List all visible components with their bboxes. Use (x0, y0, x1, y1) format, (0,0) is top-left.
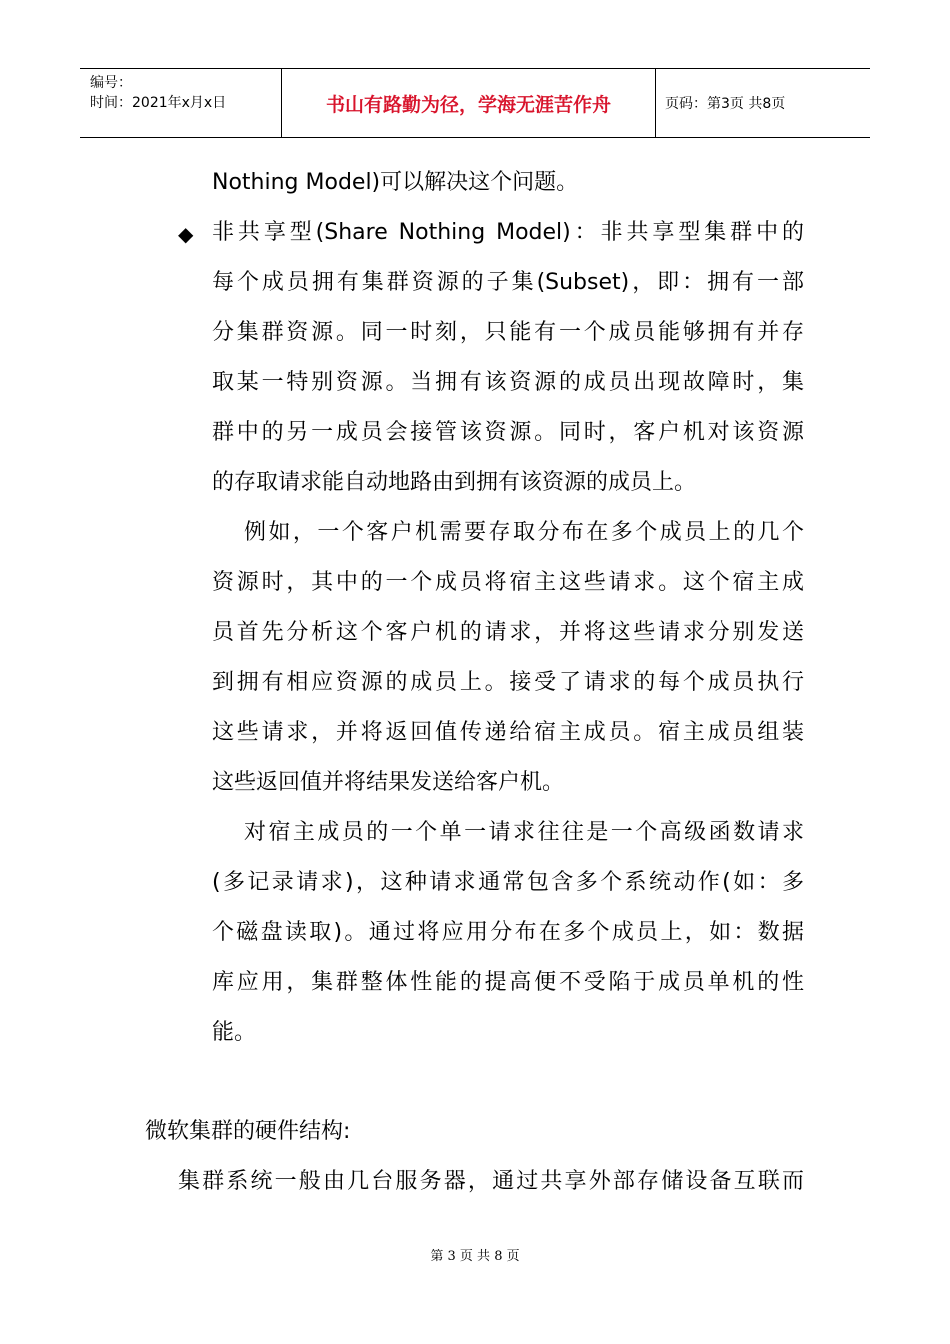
document-time-label: 时间：2021年x月x日 (90, 95, 227, 111)
body-line: 群中的另一成员会接管该资源。同时，客户机对该资源 (212, 420, 804, 445)
body-line: 库应用，集群整体性能的提高便不受陷于成员单机的性 (212, 970, 804, 995)
body-line: 的存取请求能自动地路由到拥有该资源的成员上。 (212, 470, 697, 495)
body-line: 分集群资源。同一时刻，只能有一个成员能够拥有并存 (212, 320, 804, 345)
section-heading: 微软集群的硬件结构: (145, 1119, 351, 1144)
body-line: 例如，一个客户机需要存取分布在多个成员上的几个 (244, 520, 804, 545)
diamond-bullet-icon: ◆ (178, 222, 194, 246)
body-line: 到拥有相应资源的成员上。接受了请求的每个成员执行 (212, 670, 804, 695)
body-line: Nothing Model)可以解决这个问题。 (212, 170, 579, 195)
body-line: 这些返回值并将结果发送给客户机。 (212, 770, 565, 795)
body-line: 个磁盘读取)。通过将应用分布在多个成员上，如：数据 (212, 920, 804, 945)
body-line: (多记录请求)，这种请求通常包含多个系统动作(如：多 (212, 870, 804, 895)
body-line: 对宿主成员的一个单一请求往往是一个高级函数请求 (244, 820, 804, 845)
page-header (80, 68, 870, 138)
header-meta-cell (80, 69, 282, 137)
header-motto: 书山有路勤为径，学海无涯苦作舟 (282, 69, 656, 137)
body-line: 非共享型(Share Nothing Model)：非共享型集群中的 (212, 220, 804, 245)
body-line: 资源时，其中的一个成员将宿主这些请求。这个宿主成 (212, 570, 804, 595)
body-line: 取某一特别资源。当拥有该资源的成员出现故障时，集 (212, 370, 804, 395)
body-line: 每个成员拥有集群资源的子集(Subset)，即：拥有一部 (212, 270, 804, 295)
body-line: 能。 (212, 1020, 257, 1045)
header-page-number: 页码：第3页 共8页 (665, 96, 786, 112)
page-footer: 第 3 页 共 8 页 (430, 1249, 520, 1264)
document-number-label: 编号： (90, 75, 132, 91)
body-line: 集群系统一般由几台服务器，通过共享外部存储设备互联而 (178, 1169, 804, 1194)
body-line: 这些请求，并将返回值传递给宿主成员。宿主成员组装 (212, 720, 804, 745)
body-line: 员首先分析这个客户机的请求，并将这些请求分别发送 (212, 620, 804, 645)
